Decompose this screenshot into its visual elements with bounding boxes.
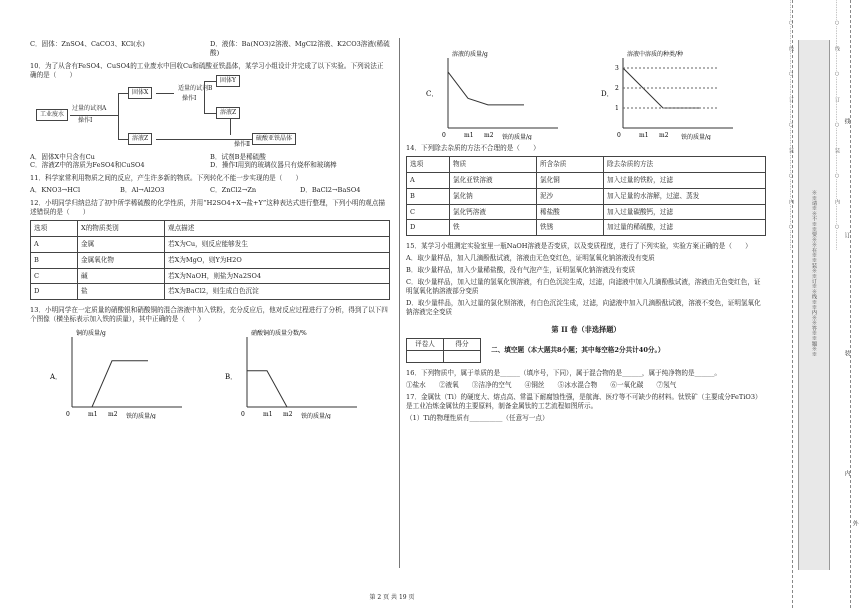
chart-d-ytick-3: 3: [614, 65, 619, 72]
table-row: [31, 236, 390, 252]
chart-b-option-label: B．: [224, 373, 237, 382]
q15-option-d[interactable]: D．取少量样品，加入过量的氯化钡溶液，有白色沉淀生成，过滤，向滤液中加入几滴酚酞试液，溶液不变色，证明氢氧化钠溶液完全变质: [406, 298, 761, 316]
chart-c-tick-0: 0: [441, 132, 446, 139]
q14-table: [406, 156, 766, 236]
flow-arrow-y: [204, 81, 216, 82]
q10-flowchart: [30, 76, 390, 149]
chart-a-option-label: A．: [49, 373, 62, 382]
table-cell: B: [407, 188, 450, 204]
table-cell: 氯化钠: [450, 188, 537, 204]
table-cell: B: [31, 252, 78, 268]
chart-c-xlabel: 铁的质量/g: [501, 134, 532, 140]
flow-crystal-box: 硫酸亚铁晶体: [252, 133, 296, 145]
chart-d-option-label: D．: [600, 90, 614, 98]
table-cell: 若X为BaCl2，则生成白色沉淀: [165, 284, 390, 300]
q14-header-substance: 物质: [450, 156, 537, 172]
q12-header-category: X的物质类别: [78, 220, 165, 236]
chart-a-svg: [48, 327, 188, 419]
chart-d-ytick-2: 2: [614, 85, 619, 92]
q14-header-impurity: 所含杂质: [537, 156, 604, 172]
chart-c-ylabel: 溶液的质量/g: [451, 51, 488, 58]
chart-b-series-line: [247, 371, 287, 407]
flow-start-box: 工业废水: [36, 109, 68, 121]
chart-b-tick-m2: m2: [282, 411, 293, 419]
q12-table: [30, 220, 390, 300]
score-header-score: 得分: [444, 339, 481, 351]
q13-charts-cd: [406, 36, 766, 140]
chart-b-tick-0: 0: [240, 411, 245, 419]
table-row: [31, 268, 390, 284]
q15-option-c[interactable]: C．取少量样品，加入过量的氢氧化钡溶液，有白色沉淀生成，过滤，向滤液中加入几滴酚酞试液，溶液由无色变红色，证明氢氧化钠溶液部分变质: [406, 278, 761, 295]
table-cell: 碱: [78, 268, 165, 284]
q15-stem: 15．某学习小组测定实验室里一瓶NaOH溶液是否变质，以及变质程度，进行了下列实验，实验方案正确的是（ ）: [406, 242, 752, 251]
flow-split-line: [118, 93, 119, 139]
q13-chart-b[interactable]: [223, 327, 373, 419]
left-column: [30, 38, 390, 423]
table-cell: 若X为MgO，则Y为H2O: [165, 252, 390, 268]
flow-op2: 操作Ⅱ: [234, 140, 251, 148]
q13-stem: 13．小明同学在一定质量的硝酸银和硝酸铜的混合溶液中加入铁粉，充分反应后，他对反应过程进行了分析，得到了以下四个图像（横坐标表示加入铁的质量），其中正确的是（ ）: [30, 306, 388, 324]
column-divider: [399, 38, 400, 568]
chart-d-ylabel: 溶液中溶质的种类/种: [626, 51, 683, 58]
binding-dots-outer: …………○…………线…………○…………订…………○…………装…………○…………内…………○…………: [788, 0, 794, 250]
chart-c-series-line: [448, 72, 524, 105]
chart-d-tick-m2: m2: [658, 132, 669, 139]
table-row: [31, 252, 390, 268]
q13-charts-ab: [30, 327, 390, 419]
chart-d-tick-0: 0: [616, 132, 621, 139]
table-cell: 氯化钙溶液: [450, 204, 537, 220]
page-footer: 第 2 页 共 19 页: [369, 593, 415, 601]
chart-a-tick-m1: m1: [87, 411, 98, 419]
table-cell: 铁: [450, 220, 537, 236]
q10-option-d[interactable]: D．操作Ⅰ用到的玻璃仪器只有烧杯和玻璃棒: [210, 161, 337, 170]
q11-option-c[interactable]: C．ZnCl2→Zn: [210, 186, 257, 195]
table-cell: 稀盐酸: [537, 204, 604, 220]
binding-warning-text: ※※请※※不※※要※※在※※装※※订※※线※※内※※答※※题※※: [811, 190, 817, 357]
q11-stem: 11．科学家常利用物质之间的反应，产生许多新的物质。下列转化不能一步实现的是（ ）: [30, 174, 303, 183]
q11-option-a[interactable]: A．KNO3→HCl: [30, 186, 81, 195]
q9-options: [30, 40, 390, 58]
table-cell: 加入足量的水溶解，过滤、蒸发: [604, 188, 766, 204]
outer-cut-line: [850, 0, 851, 608]
table-cell: D: [31, 284, 78, 300]
q11-options: [30, 186, 390, 195]
chart-c-tick-m1: m1: [463, 132, 474, 139]
table-row: [407, 220, 766, 236]
chart-a-series-line: [72, 361, 148, 407]
chart-a-ylabel: 铜的质量/g: [75, 330, 106, 338]
q15-option-b[interactable]: B．取少量样品，加入少量稀盐酸，没有气泡产生，证明氢氧化钠溶液没有变质: [406, 266, 636, 275]
table-cell: A: [407, 172, 450, 188]
binding-mark-order: 订: [843, 232, 851, 238]
q14-header-row: [407, 156, 766, 172]
binding-mark-outer: 外: [851, 520, 859, 526]
table-row: [407, 172, 766, 188]
q10-option-b[interactable]: B．试剂B是稀硫酸: [210, 152, 266, 161]
q17-stem: 17．金属钛（Ti）的硬度大、熔点高、常温下耐腐蚀性强，是航海、医疗等不可缺少的材料。钛铁矿（主要成分FeTiO3）是工业冶炼金属钛的主要原料，制备金属钛的工艺流程如图所示。: [406, 393, 762, 410]
table-row: [407, 204, 766, 220]
q14-header-option: 选项: [407, 156, 450, 172]
q15-option-a[interactable]: A．取少量样品，加入几滴酚酞试液，溶液由无色变红色，证明氢氧化钠溶液没有变质: [406, 254, 655, 263]
flow-arrow-2: [156, 93, 174, 94]
table-cell: 若X为Cu，则反应能够发生: [165, 236, 390, 252]
q12-header-row: [31, 220, 390, 236]
right-column: [406, 34, 766, 426]
table-cell: 盐: [78, 284, 165, 300]
chart-a-xlabel: 铁的质量/g: [125, 413, 156, 420]
chart-b-svg: [223, 327, 373, 419]
fill-section-header: [406, 338, 766, 363]
q12-header-option: 选项: [31, 220, 78, 236]
chart-a-tick-m2: m2: [107, 411, 118, 419]
flow-arrow-x: [118, 93, 128, 94]
score-cell-score[interactable]: [444, 351, 481, 363]
q12-header-view: 观点描述: [165, 220, 390, 236]
table-row: [407, 188, 766, 204]
chart-b-tick-m1: m1: [262, 411, 273, 419]
q9-option-c[interactable]: C．固体：ZnSO4、CaCO3、KCl(水): [30, 40, 145, 48]
score-header-grader: 评卷人: [407, 339, 444, 351]
table-cell: 加入过量的铁粉，过滤: [604, 172, 766, 188]
q13-chart-c[interactable]: [424, 36, 564, 140]
flow-arrow-3: [156, 139, 252, 140]
flow-reagent-b: 适量的试剂B: [178, 84, 213, 92]
flow-solid-x-box: 固体X: [128, 87, 152, 99]
q12-stem: 12．小明同学归纳总结了初中所学稀硫酸的化学性质，并用“H2SO4+X→盐+Y”这种表达式进行整理，下列小明的观点描述错误的是（ ）: [30, 199, 385, 217]
q16-items: ①盐水 ②液氧 ③洁净的空气 ④铜丝 ⑤冰水混合物 ⑥一氧化碳 ⑦氖气: [406, 381, 677, 390]
chart-c-option-label: C．: [425, 90, 438, 98]
flow-arrow-z: [118, 139, 128, 140]
flow-op1: 操作Ⅰ: [78, 116, 93, 124]
table-cell: 铁锈: [537, 220, 604, 236]
score-cell-grader[interactable]: [407, 351, 444, 363]
table-cell: 金属氧化物: [78, 252, 165, 268]
table-cell: C: [407, 204, 450, 220]
chart-a-tick-0: 0: [65, 411, 70, 419]
score-box: [406, 338, 481, 363]
table-cell: 金属: [78, 236, 165, 252]
flow-solution-z-top-box: 溶液Z: [216, 107, 240, 119]
table-cell: 氯化铜: [537, 172, 604, 188]
q9-option-d[interactable]: D．液体：Ba(NO3)2溶液、MgCl2溶液、K2CO3溶液(稀硫酸): [210, 40, 390, 57]
flow-solid-y-box: 固体Y: [216, 75, 240, 87]
q10-options: [30, 153, 390, 171]
q14-header-method: 除去杂质的方法: [604, 156, 766, 172]
q10-option-a[interactable]: A．固体X中只含有Cu: [30, 152, 95, 161]
binding-mark-line: 线: [843, 118, 851, 124]
q17-sub1: （1）Ti的物理性质有__________（任意写一点）: [406, 413, 549, 422]
q13-chart-a[interactable]: [48, 327, 188, 419]
chart-d-xlabel: 铁的质量/g: [680, 134, 711, 140]
section2-title: 第 II 卷（非选择题）: [551, 324, 621, 334]
table-cell: C: [31, 268, 78, 284]
fill-section-title: 二、填空题（本大题共8小题；其中每空格2分共计40分。）: [491, 346, 665, 355]
table-cell: 泥沙: [537, 188, 604, 204]
binding-mark-bind: 装: [843, 350, 851, 356]
flow-op1b: 操作Ⅰ: [182, 94, 197, 102]
chart-c-tick-m2: m2: [483, 132, 494, 139]
chart-b-ylabel: 硝酸铜的质量分数/%: [250, 330, 307, 338]
table-cell: D: [407, 220, 450, 236]
flow-split-line-2: [204, 81, 205, 113]
chart-c-svg: [424, 36, 564, 140]
flow-arrow-1: [70, 115, 118, 116]
q10-option-c[interactable]: C．溶液Z中的溶质为FeSO4和CuSO4: [30, 161, 145, 170]
q14-stem: 14．下列除去杂质的方法不合理的是（ ）: [406, 144, 540, 152]
q16-stem: 16．下列物质中，属于单质的是______（填序号，下同），属于混合物的是______，属于纯净物的是______。: [406, 369, 721, 378]
flow-reagent-a: 过量的试剂A: [72, 104, 107, 112]
table-cell: A: [31, 236, 78, 252]
table-cell: 加入过量碳酸钙，过滤: [604, 204, 766, 220]
chart-b-xlabel: 铁的质量/g: [300, 413, 331, 420]
flow-arrow-z2: [204, 113, 216, 114]
q10-stem: 10．为了从含有FeSO4、CuSO4的工业废水中回收Cu和硫酸亚铁晶体，某学习小组设计并完成了以下实验。下列说法正确的是（ ）: [30, 61, 384, 79]
binding-mark-inner: 内: [843, 470, 851, 476]
table-row: [31, 284, 390, 300]
table-cell: 氯化亚铁溶液: [450, 172, 537, 188]
flow-merge-line: [230, 119, 231, 135]
table-cell: 加过量的稀硫酸，过滤: [604, 220, 766, 236]
chart-d-svg: [599, 36, 749, 140]
q13-chart-d[interactable]: [599, 36, 749, 140]
binding-dots-inner: …………○…………线…………○…………订…………○…………装…………○…………内…………○…………: [834, 0, 840, 250]
chart-d-ytick-1: 1: [614, 105, 619, 112]
table-cell: 若X为NaOH，则盐为Na2SO4: [165, 268, 390, 284]
chart-d-tick-m1: m1: [638, 132, 649, 139]
q11-option-b[interactable]: B．Al→Al2O3: [120, 186, 165, 195]
flow-solution-z-box: 溶液Z: [128, 133, 152, 145]
q11-option-d[interactable]: D．BaCl2→BaSO4: [300, 186, 361, 195]
